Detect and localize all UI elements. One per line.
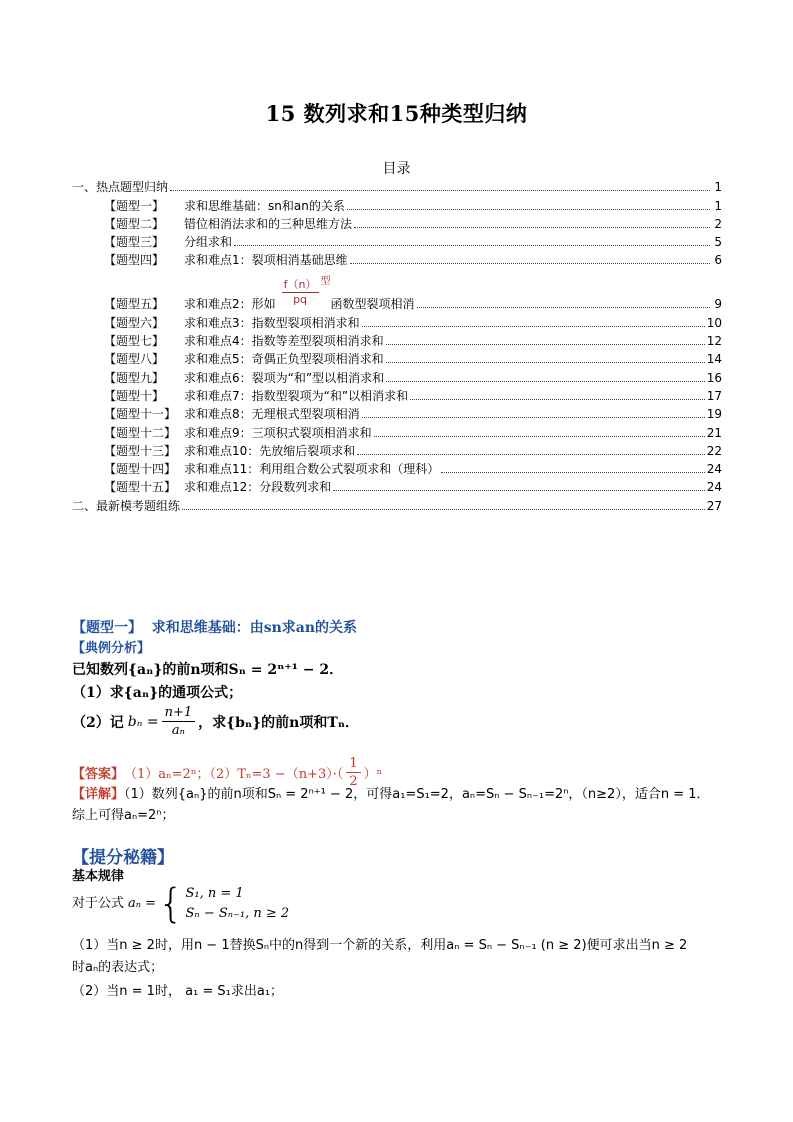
tip-point-1-continued: 时aₙ的表达式；: [72, 960, 164, 975]
tip-point-2: （2）当n = 1时， a₁ = S₁求出a₁；: [72, 984, 284, 999]
formula-line: [72, 881, 732, 927]
fraction-denominator: pq: [293, 293, 308, 307]
fraction-denominator: aₙ: [171, 723, 185, 738]
fraction-numerator: f（n）: [283, 278, 317, 292]
toc-entry-text: 求和难点8：无理根式型裂项相消: [184, 407, 360, 422]
case-2: Sₙ − Sₙ₋₁, n ≥ 2: [185, 906, 290, 921]
section-tag: 【题型一】: [72, 620, 142, 636]
toc-entry-mock-exams[interactable]: [72, 496, 722, 514]
toc-entry-tag: 【题型十五】: [104, 480, 177, 495]
toc-page-number: 16: [706, 370, 722, 385]
toc-leader-dots: [362, 417, 705, 418]
toc-entry-tag: 【题型十三】: [104, 443, 177, 458]
formula-lhs: aₙ =: [128, 896, 157, 911]
toc-page-number: 12: [706, 334, 722, 349]
toc-page-number: 24: [706, 462, 722, 477]
answer-label: 【答案】: [72, 767, 125, 782]
toc-entry-type-11[interactable]: [72, 405, 722, 423]
fraction-f-over-pq: [282, 278, 319, 307]
problem-statement: 已知数列{aₙ}的前n项和Sₙ = 2ⁿ⁺¹ − 2．: [72, 662, 344, 678]
formula-prefix: 对于公式: [72, 896, 125, 911]
toc-entry-text: 求和难点3：指数型裂项相消求和: [184, 315, 360, 330]
toc-entry-text-after: 函数型裂项相消: [330, 297, 415, 312]
detail-paragraph: [72, 784, 732, 806]
toc-leader-dots: [234, 245, 710, 246]
toc-entry-text: 一、热点题型归纳: [72, 180, 169, 195]
toc-entry-type-6[interactable]: [72, 313, 722, 331]
toc-entry-tag: 【题型三】: [104, 235, 165, 250]
toc-leader-dots: [417, 307, 710, 308]
toc-entry-tag: 【题型二】: [104, 216, 165, 231]
section-title: 求和思维基础：由sn求an的关系: [151, 620, 358, 636]
toc-entry-tag: 【题型五】: [104, 297, 165, 312]
toc-entry-type-3[interactable]: [72, 233, 722, 251]
toc-leader-dots: [410, 399, 705, 400]
toc-entry-type-9[interactable]: [72, 368, 722, 386]
tip-point-1: （1）当n ≥ 2时，用n − 1替换Sₙ中的n得到一个新的关系，利用aₙ = Sₙ − Sₙ₋₁ (n ≥ 2)便可求出当n ≥ 2: [72, 938, 688, 953]
toc-entry-text: 求和难点4：指数等差型裂项相消求和: [184, 334, 384, 349]
toc-entry-tag: 【题型六】: [104, 315, 165, 330]
toc-page-number: 27: [706, 498, 722, 513]
section-heading: [72, 617, 732, 637]
toc-entry-text: 求和难点5：奇偶正负型裂项相消求和: [184, 352, 384, 367]
toc-entry-tag: 【题型十二】: [104, 425, 177, 440]
fraction-denominator: 2: [349, 774, 358, 789]
toc-entry-text: 求和难点6：裂项为“和”型以相消求和: [184, 370, 385, 385]
toc-entry-tag: 【题型七】: [104, 334, 165, 349]
question-1: （1）求{aₙ}的通项公式；: [72, 685, 243, 701]
answer-text-suffix: ）ⁿ: [363, 767, 383, 782]
toc-entry-text: 求和难点9：三项积式裂项相消求和: [184, 425, 372, 440]
toc-page-number: 1: [714, 180, 722, 195]
tips-title: 【提分秘籍】: [72, 848, 174, 868]
question-2-lhs: bₙ =: [127, 713, 159, 730]
answer-text: （1）aₙ=2ⁿ；（2）Tₙ=3 −（n+3）·（: [124, 767, 344, 782]
fraction-suffix: 型: [320, 276, 331, 288]
toc-leader-dots: [386, 362, 705, 363]
toc-page-number: 17: [706, 388, 722, 403]
toc-leader-dots: [441, 472, 704, 473]
toc-entry-text: 求和难点11：利用组合数公式裂项求和（理科）: [184, 462, 440, 477]
toc-leader-dots: [354, 227, 710, 228]
toc-page-number: 24: [706, 480, 722, 495]
toc-entry-tag: 【题型九】: [104, 370, 165, 385]
toc-page-number: 5: [714, 235, 722, 250]
toc-entry-type-10[interactable]: [72, 387, 722, 405]
fraction-numerator: 1: [346, 755, 360, 773]
question-2: [72, 704, 732, 739]
toc-entry-type-7[interactable]: [72, 332, 722, 350]
toc-leader-dots: [357, 454, 704, 455]
toc-entry-text: 分组求和: [184, 235, 233, 250]
piecewise-formula: [158, 881, 290, 927]
toc-page-number: 1: [714, 198, 722, 213]
fraction-numerator: n+1: [162, 704, 196, 722]
piecewise-cases: [186, 884, 290, 924]
toc-page-number: 21: [706, 425, 722, 440]
toc-entry-type-5[interactable]: [72, 269, 722, 313]
toc-entry-text: 求和难点2：形如: [184, 297, 276, 312]
case-1: S₁, n = 1: [185, 886, 244, 901]
table-of-contents: [72, 178, 722, 515]
analysis-label: 【典例分析】: [72, 641, 151, 656]
toc-entry-text: 二、最新模考题组练: [72, 498, 181, 513]
toc-entry-type-14[interactable]: [72, 460, 722, 478]
detail-conclusion: 综上可得aₙ=2ⁿ；: [72, 808, 175, 823]
toc-leader-dots: [347, 209, 710, 210]
toc-entry-text: 求和难点1：裂项相消基础思维: [184, 253, 348, 268]
toc-entry-type-13[interactable]: [72, 442, 722, 460]
toc-leader-dots: [170, 190, 710, 191]
toc-leader-dots: [386, 381, 705, 382]
detail-text: （1）数列{aₙ}的前n项和Sₙ = 2ⁿ⁺¹ − 2，可得a₁=S₁=2，aₙ=Sₙ − Sₙ₋₁=2ⁿ，（n≥2），适合n = 1．: [124, 787, 710, 802]
toc-entry-type-2[interactable]: [72, 215, 722, 233]
toc-leader-dots: [182, 509, 705, 510]
toc-entry-tag: 【题型十四】: [104, 462, 177, 477]
detail-label: 【详解】: [72, 787, 125, 802]
rule-label: 基本规律: [72, 869, 125, 884]
toc-page-number: 10: [706, 315, 722, 330]
toc-entry-type-12[interactable]: [72, 423, 722, 441]
toc-entry-tag: 【题型十一】: [104, 407, 177, 422]
toc-entry-tag: 【题型一】: [104, 198, 165, 213]
toc-page-number: 19: [706, 407, 722, 422]
toc-page-number: 2: [714, 216, 722, 231]
toc-leader-dots: [350, 263, 710, 264]
toc-entry-hot-types[interactable]: [72, 178, 722, 196]
question-2-suffix: ，求{bₙ}的前n项和Tₙ．: [198, 714, 360, 731]
toc-entry-tag: 【题型四】: [104, 253, 165, 268]
toc-leader-dots: [333, 490, 704, 491]
toc-leader-dots: [374, 436, 705, 437]
toc-entry-tag: 【题型八】: [104, 352, 165, 367]
left-brace-icon: {: [158, 881, 184, 927]
toc-entry-type-4[interactable]: [72, 251, 722, 269]
toc-entry-type-15[interactable]: [72, 478, 722, 496]
toc-page-number: 14: [706, 352, 722, 367]
toc-entry-tag: 【题型十】: [104, 388, 165, 403]
toc-page-number: 6: [714, 253, 722, 268]
toc-entry-text: 错位相消法求和的三种思维方法: [184, 216, 353, 231]
question-2-prefix: （2）记: [72, 714, 124, 731]
toc-entry-type-1[interactable]: [72, 196, 722, 214]
toc-page-number: 9: [714, 297, 722, 312]
toc-entry-formula-text: [184, 278, 415, 313]
fraction-n-plus-1-over-an: [162, 704, 196, 739]
toc-entry-text: 求和思维基础：sn和an的关系: [184, 198, 345, 213]
document-title: 15 数列求和15种类型归纳: [265, 101, 528, 126]
toc-entry-text: 求和难点10：先放缩后裂项求和: [184, 443, 356, 458]
toc-leader-dots: [386, 344, 705, 345]
toc-entry-text: 求和难点7：指数型裂项为“和”以相消求和: [184, 388, 409, 403]
toc-entry-type-8[interactable]: [72, 350, 722, 368]
toc-leader-dots: [362, 326, 705, 327]
toc-heading: 目录: [382, 161, 411, 177]
toc-page-number: 22: [706, 443, 722, 458]
toc-entry-text: 求和难点12：分段数列求和: [184, 480, 332, 495]
